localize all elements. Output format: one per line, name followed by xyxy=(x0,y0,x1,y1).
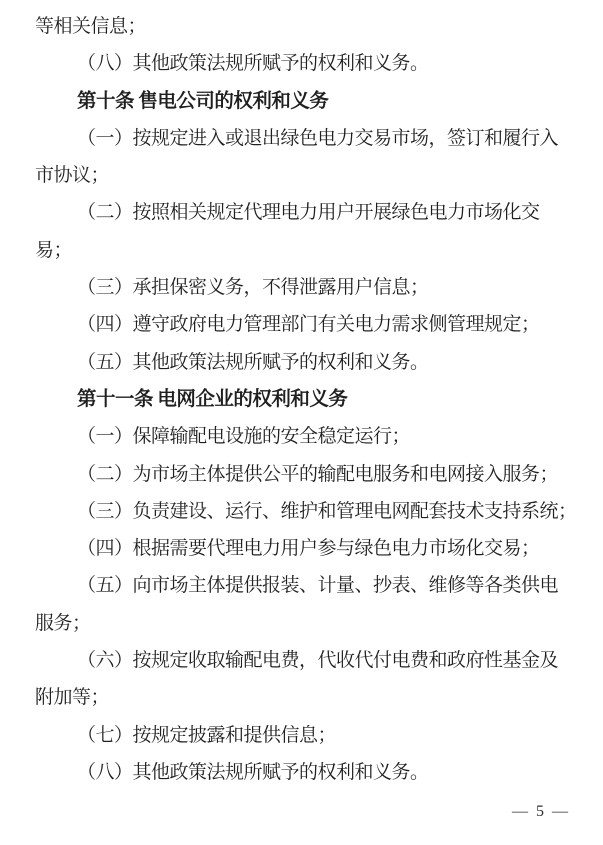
body-line: （二）按照相关规定代理电力用户开展绿色电力市场化交 xyxy=(77,202,540,224)
body-line: 易； xyxy=(35,239,73,261)
body-line: （八）其他政策法规所赋予的权利和义务。 xyxy=(77,53,429,75)
body-line: （二）为市场主体提供公平的输配电服务和电网接入服务； xyxy=(77,463,559,485)
body-line: （六）按规定收取输配电费，代收代付电费和政府性基金及 xyxy=(77,650,559,672)
document-body xyxy=(35,8,577,791)
body-line: 服务； xyxy=(35,612,91,634)
body-line: 市协议； xyxy=(35,165,110,187)
body-line: （三）负责建设、运行、维护和管理电网配套技术支持系统； xyxy=(77,500,577,522)
body-line: （七）按规定披露和提供信息； xyxy=(77,724,337,746)
body-line: （一）按规定进入或退出绿色电力交易市场，签订和履行入 xyxy=(77,127,559,149)
body-line: （八）其他政策法规所赋予的权利和义务。 xyxy=(77,761,429,783)
body-line: （一）保障输配电设施的安全稳定运行； xyxy=(77,426,411,448)
section-heading: 第十一条 电网企业的权利和义务 xyxy=(77,388,348,410)
body-line: （五）向市场主体提供报装、计量、抄表、维修等各类供电 xyxy=(77,575,559,597)
body-line: （五）其他政策法规所赋予的权利和义务。 xyxy=(77,351,429,373)
body-line: （四）遵守政府电力管理部门有关电力需求侧管理规定； xyxy=(77,314,540,336)
body-line: （三）承担保密义务，不得泄露用户信息； xyxy=(77,277,429,299)
body-line: （四）根据需要代理电力用户参与绿色电力市场化交易； xyxy=(77,538,540,560)
page-number: — 5 — xyxy=(512,803,570,820)
body-line: 附加等； xyxy=(35,687,110,709)
section-heading: 第十条 售电公司的权利和义务 xyxy=(77,90,329,112)
body-line: 等相关信息； xyxy=(35,16,147,37)
